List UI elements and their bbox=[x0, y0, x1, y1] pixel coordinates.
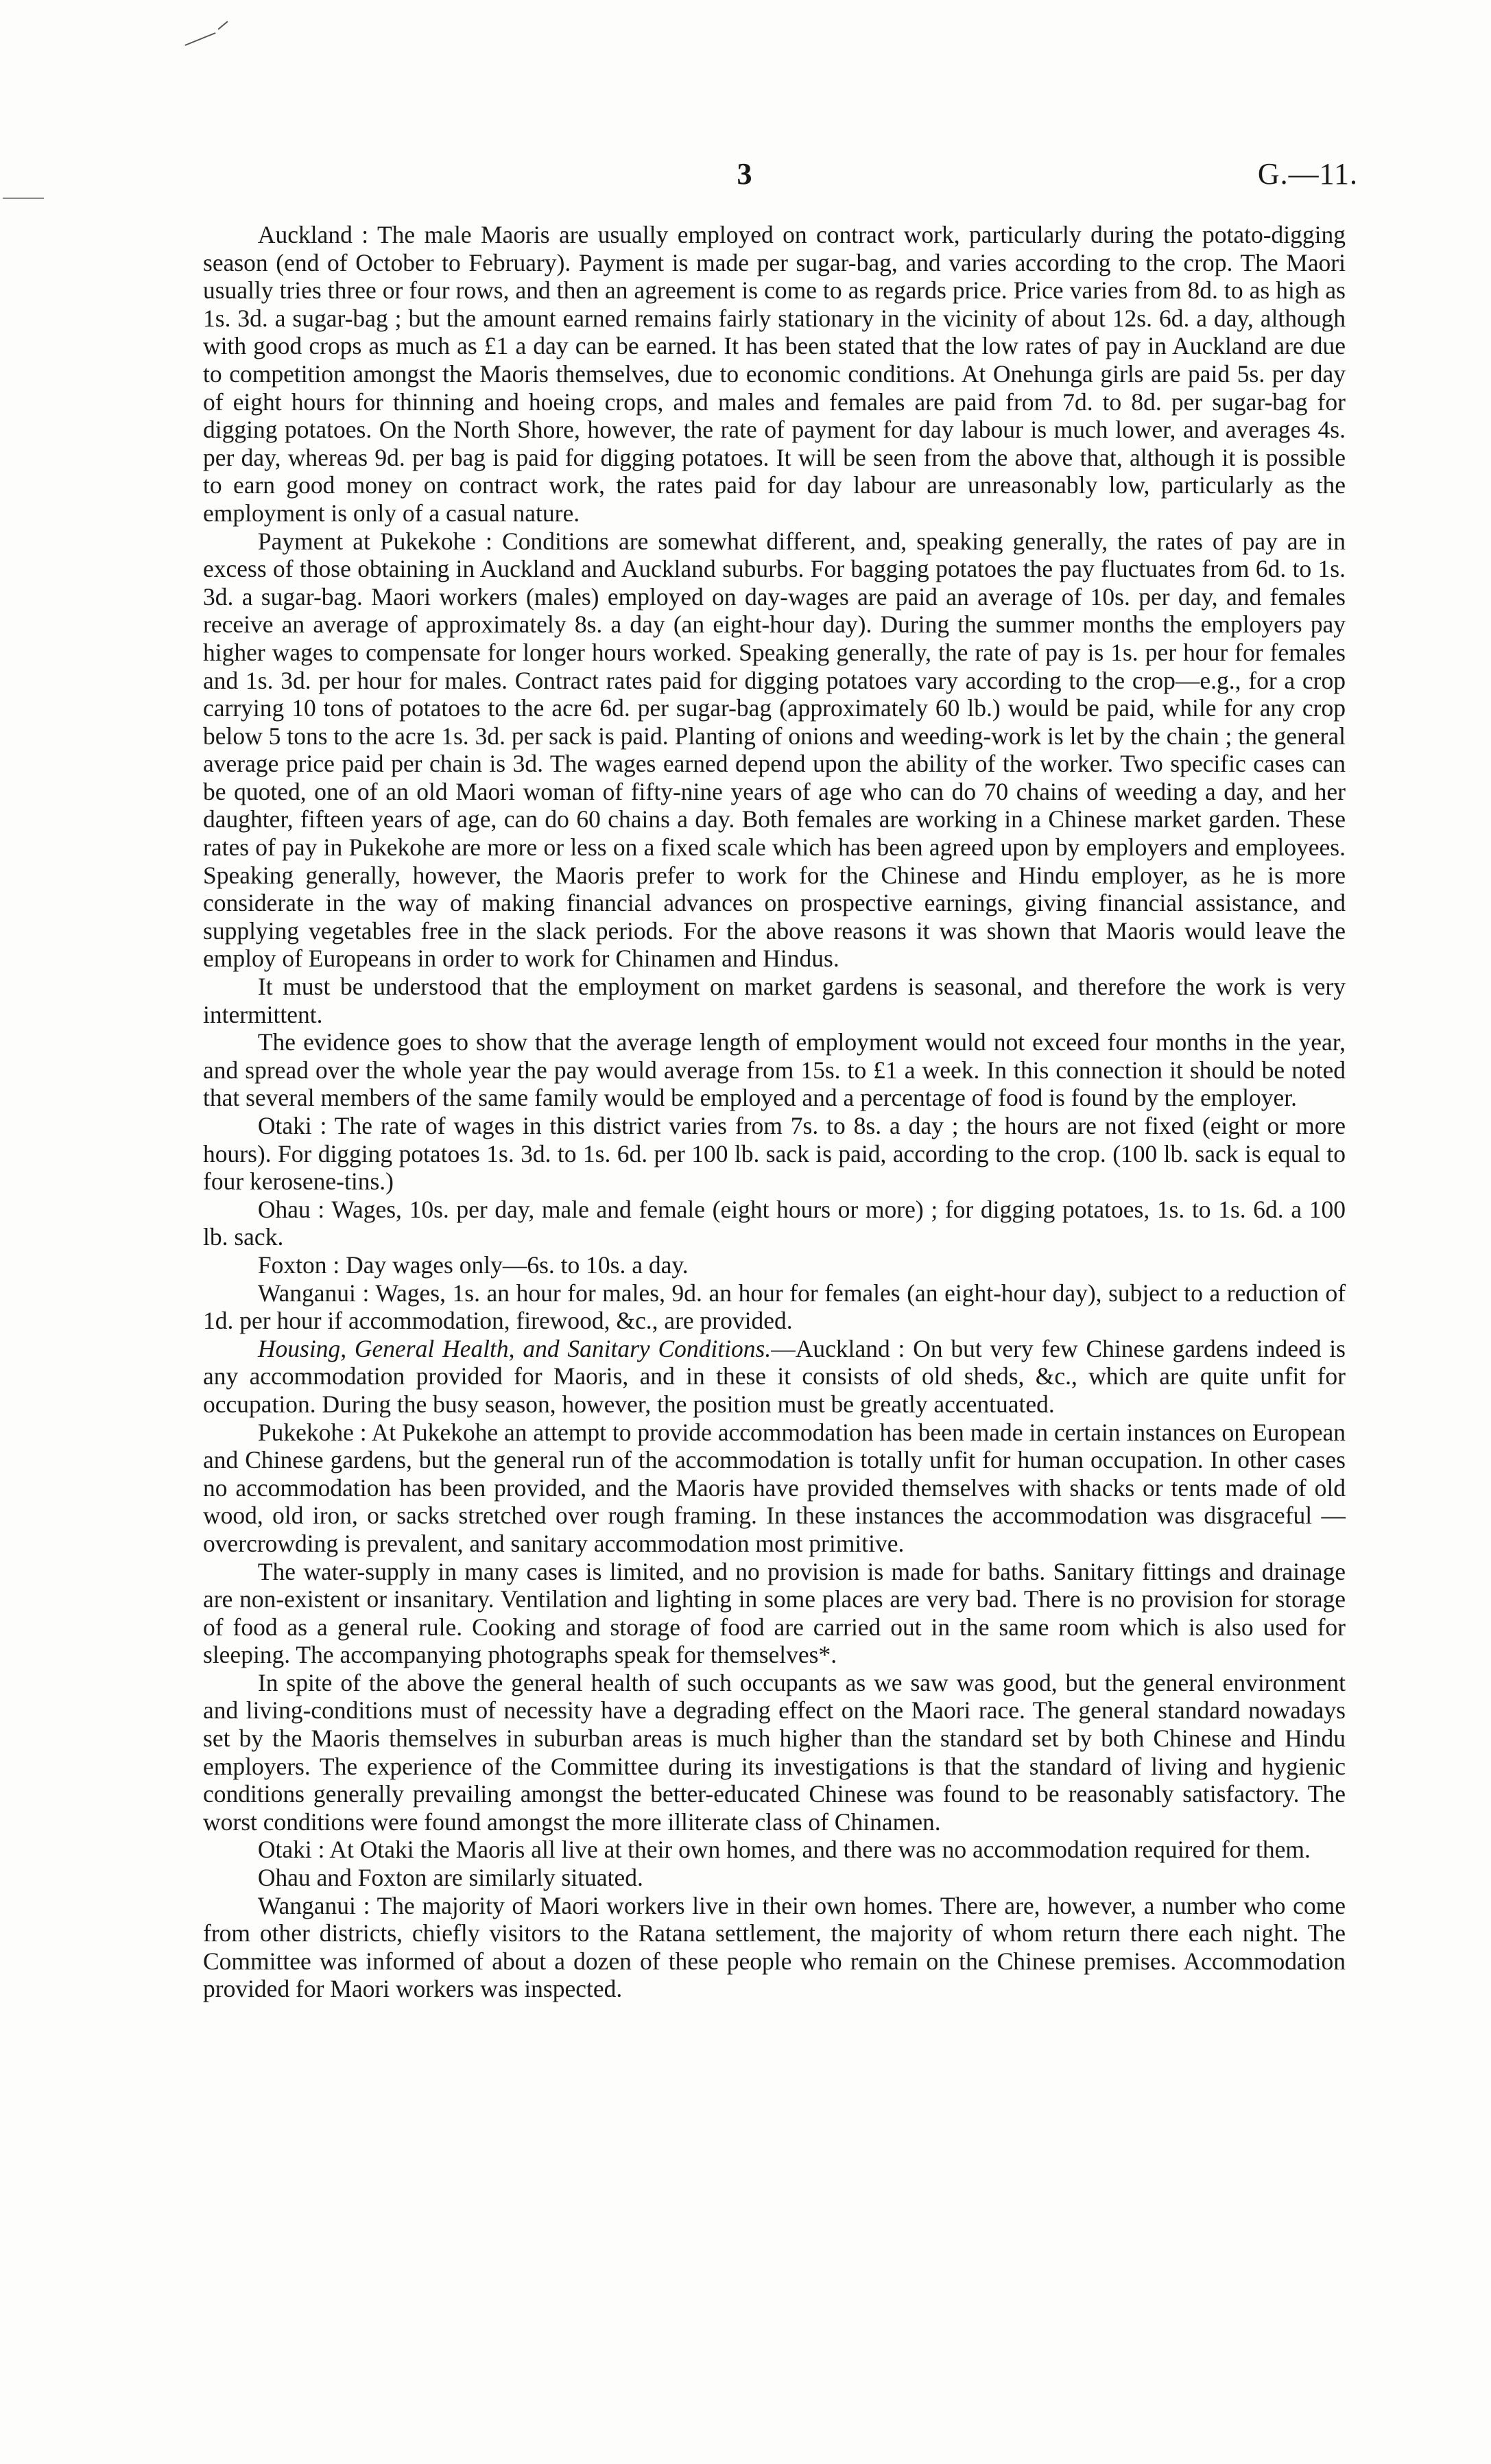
paragraph-housing-ohau-foxton bbox=[203, 1864, 1346, 1892]
paragraph-employment-length bbox=[203, 1028, 1346, 1112]
paragraph-lead: Ohau : bbox=[257, 1195, 325, 1223]
paragraph-foxton-wages bbox=[203, 1251, 1346, 1279]
paragraph-seasonal-work bbox=[203, 973, 1346, 1028]
paragraph-lead: Pukekohe : bbox=[257, 1418, 367, 1446]
paragraph-lead: Foxton : bbox=[257, 1251, 340, 1279]
paragraph-general-health bbox=[203, 1669, 1346, 1836]
paragraph-text: In spite of the above the general health of such occupants as we saw was good, but the general environment and living-conditions must of necessity have a degrading effect on the Maori race. The general standard nowadays set by the Maoris themselves in suburban areas is much higher than the standard set by both Chinese and Hindu employers. The experience of the Committee during its investigations is that the standard of living and hygienic conditions generally prevailing amongst the better-educated Chinese was found to be reasonably satisfactory. The worst conditions were found amongst the more illiterate class of Chinamen. bbox=[203, 1668, 1346, 1836]
paragraph-text: The rate of wages in this district varies from 7s. to 8s. a day ; the hours are not fixed (eight or more hours). For digging potatoes 1s. 3d. to 1s. 6d. per 100 lb. sack is paid, according to the crop. (100 lb. sack is equal to four kerosene-tins.) bbox=[203, 1112, 1346, 1196]
paragraph-text: On but very few Chinese gardens indeed is any accommodation provided for Maoris, and in these it consists of old sheds, &c., which are quite unfit for occupation. During the busy season, however, the position must be greatly accentuated. bbox=[203, 1334, 1346, 1418]
paragraph-otaki-wages bbox=[203, 1112, 1346, 1196]
scan-mark bbox=[184, 32, 215, 46]
paragraph-housing-otaki bbox=[203, 1836, 1346, 1864]
body-text bbox=[203, 221, 1346, 2003]
paragraph-ohau-wages bbox=[203, 1196, 1346, 1251]
paragraph-lead: Payment at Pukekohe : bbox=[257, 527, 492, 555]
scan-mark bbox=[217, 21, 228, 29]
paragraph-text: Wages, 1s. an hour for males, 9d. an hour for females (an eight-hour day), subject to a reduction of 1d. per hour if accommodation, firewood, &c., are provided. bbox=[203, 1279, 1346, 1335]
paragraph-text: The male Maoris are usually employed on contract work, particularly during the potato-digging season (end of October to February). Payment is made per sugar-bag, and varies according to the crop. The Maori usually tries three or four rows, and then an agreement is come to as regards price. Price varies from 8d. to as high as 1s. 3d. a sugar-bag ; but the amount earned remains fairly stationary in the vicinity of about 12s. 6d. a day, although with good crops as much as £1 a day can be earned. It has been stated that the low rates of pay in Auckland are due to competition amongst the Maoris themselves, due to economic conditions. At Onehunga girls are paid 5s. per day of eight hours for thinning and hoeing crops, and males and females are paid from 7d. to 8d. per sugar-bag for digging potatoes. On the North Shore, however, the rate of payment for day labour is much lower, and averages 4s. per day, whereas 9d. per bag is paid for digging potatoes. It will be seen from the above that, although it is possible to earn good money on contract work, the rates paid for day labour are unreasonably low, particularly as the employment is only of a casual nature. bbox=[203, 221, 1346, 527]
paragraph-auckland-wages bbox=[203, 221, 1346, 528]
document-code: G.—11. bbox=[1257, 157, 1358, 191]
paragraph-lead: Otaki : bbox=[257, 1836, 325, 1864]
section-heading: Housing, General Health, and Sanitary Conditions. bbox=[257, 1334, 772, 1362]
paragraph-text: The majority of Maori workers live in their own homes. There are, however, a number who come from other districts, chiefly visitors to the Ratana settlement, the majority of whom return there each night. The Committee was informed of about a dozen of these people who remain on the Chinese premises. Accommodation provided for Maori workers was inspected. bbox=[203, 1891, 1346, 2003]
paragraph-lead: Wanganui : bbox=[257, 1279, 370, 1307]
paragraph-housing-wanganui bbox=[203, 1892, 1346, 2003]
paragraph-lead: Otaki : bbox=[257, 1112, 327, 1139]
scan-mark bbox=[3, 198, 44, 199]
paragraph-water-supply bbox=[203, 1558, 1346, 1669]
page-number: 3 bbox=[737, 157, 753, 191]
paragraph-text: Conditions are somewhat different, and, speaking generally, the rates of pay are in excess of those obtaining in Auckland and Auckland suburbs. For bagging potatoes the pay fluctuates from 6d. to 1s. 3d. a sugar-bag. Maori workers (males) employed on day-wages are paid an average of 10s. per day, and females receive an average of approximately 8s. a day (an eight-hour day). During the summer months the employers pay higher wages to compensate for longer hours worked. Speaking generally, the rate of pay is 1s. per hour for females and 1s. 3d. per hour for males. Contract rates paid for digging potatoes vary according to the crop—e.g., for a crop carrying 10 tons of potatoes to the acre 6d. per sugar-bag (approximately 60 lb.) would be paid, while for any crop below 5 tons to the acre 1s. 3d. per sack is paid. Planting of onions and weeding-work is let by the chain ; the general average price paid per chain is 3d. The wages earned depend upon the ability of the worker. Two specific cases can be quoted, one of an old Maori woman of fifty-nine years of age who can do 70 chains of weeding a day, and her daughter, fifteen years of age, can do 60 chains a day. Both females are working in a Chinese market garden. These rates of pay in Pukekohe are more or less on a fixed scale which has been agreed upon by employers and employees. Speaking generally, however, the Maoris prefer to work for the Chinese and Hindu employer, as he is more considerate in the way of making financial advances on prospective earnings, giving financial assistance, and supplying vegetables free in the slack periods. For the above reasons it was shown that Maoris would leave the employ of Europeans in order to work for Chinamen and Hindus. bbox=[203, 527, 1346, 973]
paragraph-text: The water-supply in many cases is limited, and no provision is made for baths. Sanitary fittings and drainage are non-existent or insanitary. Ventilation and lighting in some places are very bad. There is no provision for storage of food as a general rule. Cooking and storage of food are carried out in the same room which is also used for sleeping. The accompanying photographs speak for themselves*. bbox=[203, 1557, 1346, 1669]
paragraph-text: Ohau and Foxton are similarly situated. bbox=[257, 1864, 643, 1892]
paragraph-text: Day wages only—6s. to 10s. a day. bbox=[346, 1251, 689, 1279]
paragraph-text: Wages, 10s. per day, male and female (eight hours or more) ; for digging potatoes, 1s. to 1s. 6d. a 100 lb. sack. bbox=[203, 1195, 1346, 1251]
paragraph-text: At Pukekohe an attempt to provide accommodation has been made in certain instances on European and Chinese gardens, but the general run of the accommodation is totally unfit for human occupation. In other cases no accommodation has been provided, and the Maoris have provided themselves with shacks or tents made of old wood, old iron, or sacks stretched over rough framing. In these instances the accommodation was disgraceful — overcrowding is prevalent, and sanitary accommodation most primitive. bbox=[203, 1418, 1346, 1557]
paragraph-wanganui-wages bbox=[203, 1279, 1346, 1335]
paragraph-housing-auckland bbox=[203, 1335, 1346, 1419]
paragraph-lead: Wanganui : bbox=[257, 1891, 370, 1919]
paragraph-housing-pukekohe bbox=[203, 1419, 1346, 1558]
paragraph-text: It must be understood that the employment on market gardens is seasonal, and therefore the work is very intermittent. bbox=[203, 973, 1346, 1028]
paragraph-lead: —Auckland : bbox=[771, 1334, 905, 1362]
paragraph-lead: Auckland : bbox=[257, 221, 369, 248]
paragraph-text: At Otaki the Maoris all live at their own homes, and there was no accommodation required for them. bbox=[329, 1836, 1311, 1864]
paragraph-text: The evidence goes to show that the average length of employment would not exceed four months in the year, and spread over the whole year the pay would average from 15s. to £1 a week. In this connection it should be noted that several members of the same family would be employed and a percentage of food is found by the employer. bbox=[203, 1028, 1346, 1112]
paragraph-pukekohe-payment bbox=[203, 528, 1346, 973]
